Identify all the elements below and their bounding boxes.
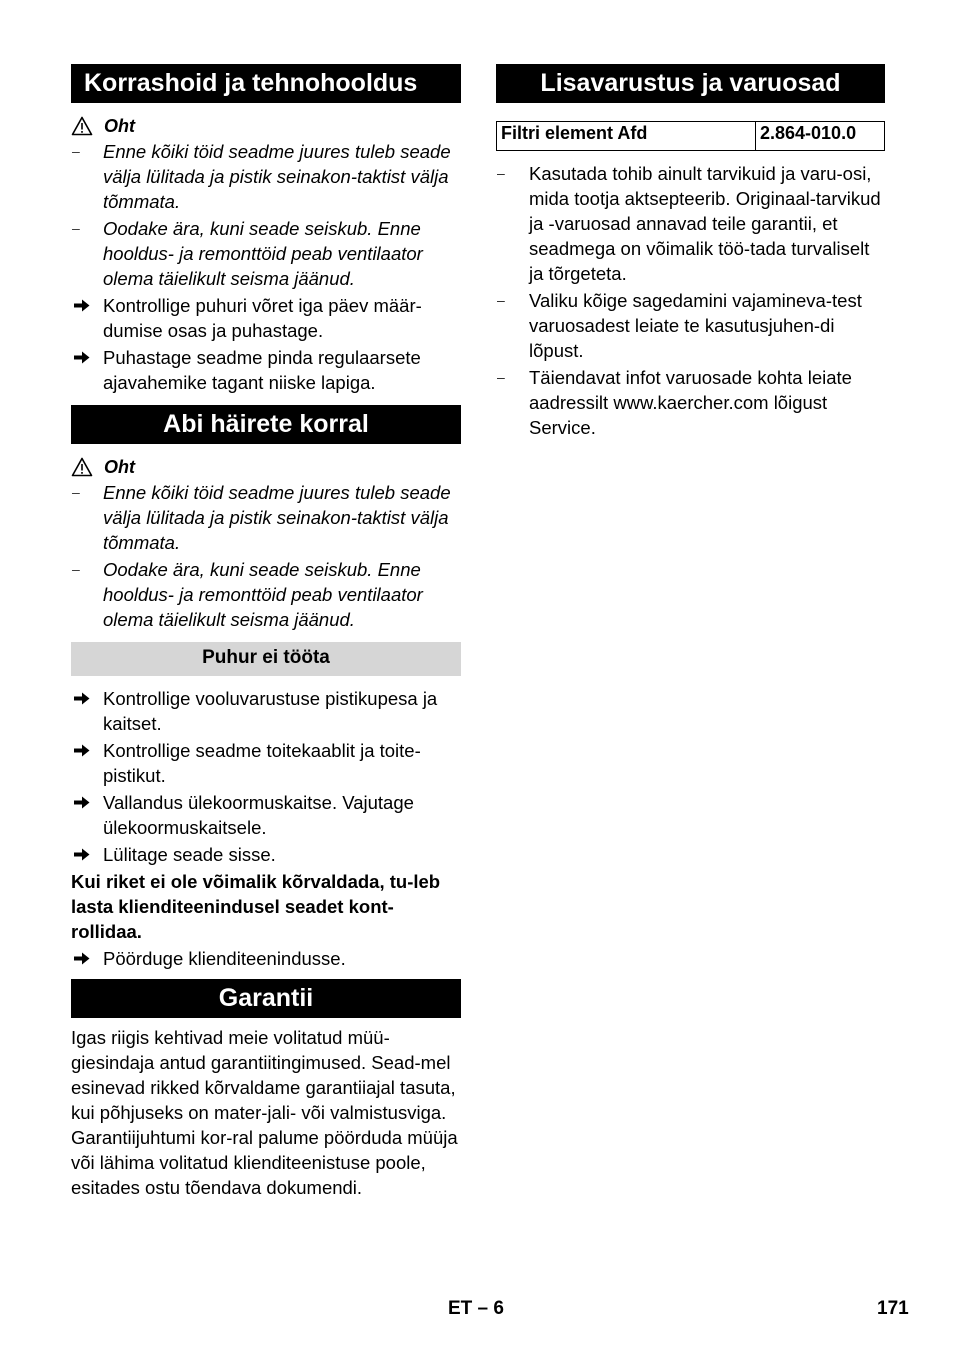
warning-label: Oht — [104, 457, 135, 477]
item-text: Täiendavat infot varuosade kohta leiate aadressilt www.kaercher.com lõigust Service. — [529, 367, 852, 438]
item-text: Oodake ära, kuni seade seiskub. Enne hooldus- ja remonttöid peab ventilaator olema täielikult seisma jäänud. — [103, 218, 423, 289]
warranty-text: Igas riigis kehtivad meie volitatud müü-giesindaja antud garantiitingimused. Sead-mel esinevad rikked kõrvaldame garantiiajal tasuta, kui põhjuseks on mater-jali- või valmistusviga. Garantiijuhtumi kor-ral palume pöörduda müüja või lähima volitatud klienditeenistuse poole, esitades ostu tõendava dokumendi. — [71, 1027, 458, 1198]
section-title-warranty: Garantii — [71, 979, 461, 1018]
warning-triangle-icon — [71, 116, 93, 136]
arrow-right-icon — [74, 351, 90, 364]
list-item — [71, 738, 461, 788]
section-title-accessories: Lisavarustus ja varuosad — [496, 64, 885, 103]
arrow-right-icon — [74, 744, 90, 757]
item-text: Vallandus ülekoormuskaitse. Vajutage ülekoormuskaitsele. — [103, 792, 414, 838]
dash-bullet: – — [72, 484, 80, 500]
left-column — [71, 64, 461, 1200]
section-title-troubleshooting: Abi häirete korral — [71, 405, 461, 444]
bold-note: Kui riket ei ole võimalik kõrvaldada, tu-leb lasta klienditeenindusel seadet kont-rollidaa. — [71, 871, 441, 942]
item-text: Kasutada tohib ainult tarvikuid ja varu-osi, mida tootja aktsepteerib. Originaal-tarvikud ja -varuosad annavad teile garantii, et seadmega on võimalik töö-tada turvaliselt ja tõrgeteta. — [529, 163, 881, 284]
item-text: Enne kõiki töid seadme juures tuleb seade välja lülitada ja pistik seinakon-taktist välja tõmmata. — [103, 482, 451, 553]
arrow-right-icon — [74, 299, 90, 312]
item-text: Kontrollige vooluvarustuse pistikupesa ja kaitset. — [103, 688, 438, 734]
subheading-blower-not-working: Puhur ei tööta — [71, 642, 461, 676]
dash-bullet: – — [497, 165, 505, 181]
arrow-right-icon — [74, 848, 90, 861]
item-text: Kontrollige puhuri võret iga päev määr-dumise osas ja puhastage. — [103, 295, 422, 341]
item-text: Lülitage seade sisse. — [103, 844, 276, 865]
table-row — [497, 122, 885, 151]
warning-triangle-icon — [71, 457, 93, 477]
list-item — [71, 293, 461, 343]
dash-bullet: – — [497, 292, 505, 308]
dash-bullet: – — [497, 369, 505, 385]
section-title-maintenance: Korrashoid ja tehnohooldus — [71, 64, 461, 103]
dash-bullet: – — [72, 220, 80, 236]
footer-page-number: 171 — [877, 1298, 909, 1319]
warning-heading — [71, 115, 461, 137]
list-item — [71, 686, 461, 736]
right-column — [496, 64, 885, 440]
list-item — [496, 161, 885, 286]
item-text: Oodake ära, kuni seade seiskub. Enne hooldus- ja remonttöid peab ventilaator olema täielikult seisma jäänud. — [103, 559, 423, 630]
item-text: Enne kõiki töid seadme juures tuleb seade välja lülitada ja pistik seinakon-taktist välja tõmmata. — [103, 141, 451, 212]
warning-heading — [71, 456, 461, 478]
part-number-cell: 2.864-010.0 — [756, 122, 885, 151]
list-item — [496, 288, 885, 363]
footer-language-page: ET – 6 — [448, 1298, 504, 1319]
part-name-cell: Filtri element Afd — [497, 122, 756, 151]
arrow-right-icon — [74, 952, 90, 965]
list-item — [71, 790, 461, 840]
parts-table — [496, 121, 885, 151]
warning-label: Oht — [104, 116, 135, 136]
dash-bullet: – — [72, 561, 80, 577]
dash-bullet: – — [72, 143, 80, 159]
list-item — [71, 216, 461, 291]
arrow-right-icon — [74, 692, 90, 705]
item-text: Puhastage seadme pinda regulaarsete ajavahemike tagant niiske lapiga. — [103, 347, 421, 393]
item-text: Valiku kõige sagedamini vajamineva-test varuosadest leiate te kasutusjuhen-di lõpust. — [529, 290, 862, 361]
list-item — [496, 365, 885, 440]
item-text: Pöörduge klienditeenindusse. — [103, 948, 346, 969]
item-text: Kontrollige seadme toitekaablit ja toite-pistikut. — [103, 740, 421, 786]
list-item — [71, 842, 461, 867]
list-item — [71, 480, 461, 555]
list-item — [71, 946, 461, 971]
list-item — [71, 139, 461, 214]
list-item — [71, 345, 461, 395]
arrow-right-icon — [74, 796, 90, 809]
list-item — [71, 557, 461, 632]
